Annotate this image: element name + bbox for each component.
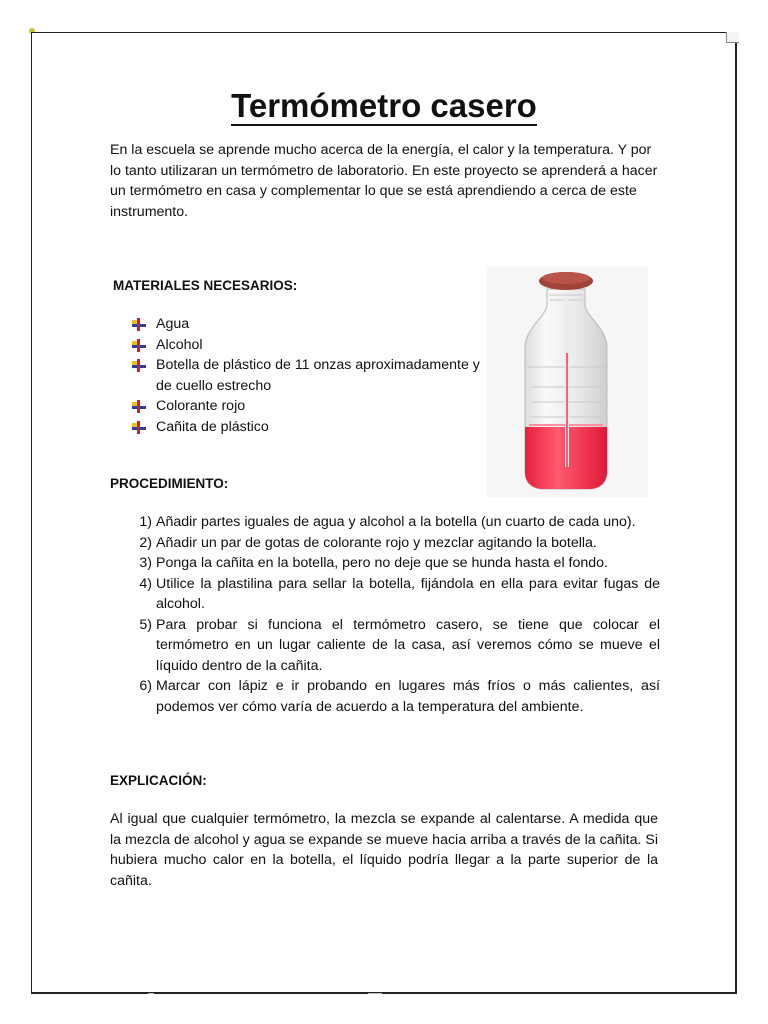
explanation-heading: EXPLICACIÓN:	[110, 773, 207, 788]
bottle-thermometer-icon	[487, 267, 648, 497]
materials-heading: MATERIALES NECESARIOS:	[113, 278, 298, 293]
intro-paragraph: En la escuela se aprende mucho acerca de la energía, el calor y la temperatura. Y por lo tanto utilizaran un termómetro de laboratorio. En este proyecto se aprenderá a hacer un termómetro en casa y complementar lo que se está aprendiendo a cerca de este instrumento.	[110, 142, 658, 220]
material-label: Agua	[156, 316, 190, 332]
colored-bullet-icon	[132, 318, 146, 331]
material-item	[132, 335, 482, 356]
material-item	[132, 396, 482, 417]
footer-mark	[148, 993, 154, 994]
material-item	[132, 355, 482, 396]
procedure-step	[128, 512, 660, 533]
step-text: Añadir un par de gotas de colorante rojo y mezclar agitando la botella.	[156, 534, 597, 551]
page-fold-corner	[726, 32, 739, 43]
step-number: 6)	[139, 678, 152, 694]
colored-bullet-icon	[132, 359, 146, 372]
title-text: Termómetro casero	[231, 87, 537, 124]
step-number: 1)	[139, 514, 152, 530]
procedure-step	[128, 615, 660, 677]
material-label: Botella de plástico de 11 onzas aproximadamente y de cuello estrecho	[156, 357, 480, 394]
procedure-step	[128, 533, 660, 554]
step-text: Utilice la plastilina para sellar la botella, fijándola en ella para evitar fugas de alcohol.	[156, 575, 660, 612]
procedure-step	[128, 574, 660, 615]
procedure-list	[128, 512, 660, 717]
step-text: Marcar con lápiz e ir probando en lugares más fríos o más calientes, así podemos ver cómo varía de acuerdo a la temperatura del ambiente.	[156, 678, 660, 715]
bottle-photo	[487, 267, 648, 497]
explanation-paragraph: Al igual que cualquier termómetro, la mezcla se expande al calentarse. A medida que la mezcla de alcohol y agua se expande se mueve hacia arriba a través de la cañita. Si hubiera mucho calor en la botella, el líquido podría llegar a la parte superior de la cañita.	[110, 811, 658, 889]
material-label: Cañita de plástico	[156, 418, 269, 435]
colored-bullet-icon	[132, 421, 146, 434]
step-text: Ponga la cañita en la botella, pero no deje que se hunda hasta el fondo.	[156, 555, 608, 571]
step-number: 3)	[139, 555, 152, 571]
step-text: Para probar si funciona el termómetro casero, se tiene que colocar el termómetro en un lugar caliente de la casa, así veremos cómo se mueve el líquido dentro de la cañita.	[156, 616, 660, 674]
page-title	[0, 86, 768, 126]
material-item	[132, 314, 482, 335]
procedure-step	[128, 553, 660, 574]
procedure-heading: PROCEDIMIENTO:	[110, 476, 229, 491]
materials-list	[132, 314, 482, 437]
material-label: Alcohol	[156, 336, 203, 353]
step-number: 5)	[139, 616, 152, 633]
colored-bullet-icon	[132, 339, 146, 352]
colored-bullet-icon	[132, 400, 146, 413]
material-label: Colorante rojo	[156, 398, 246, 414]
step-number: 2)	[139, 534, 152, 551]
step-text: Añadir partes iguales de agua y alcohol a la botella (un cuarto de cada uno).	[156, 514, 636, 530]
footer-mark	[368, 993, 382, 994]
step-number: 4)	[139, 575, 152, 592]
material-item	[132, 417, 482, 438]
procedure-step	[128, 676, 660, 717]
